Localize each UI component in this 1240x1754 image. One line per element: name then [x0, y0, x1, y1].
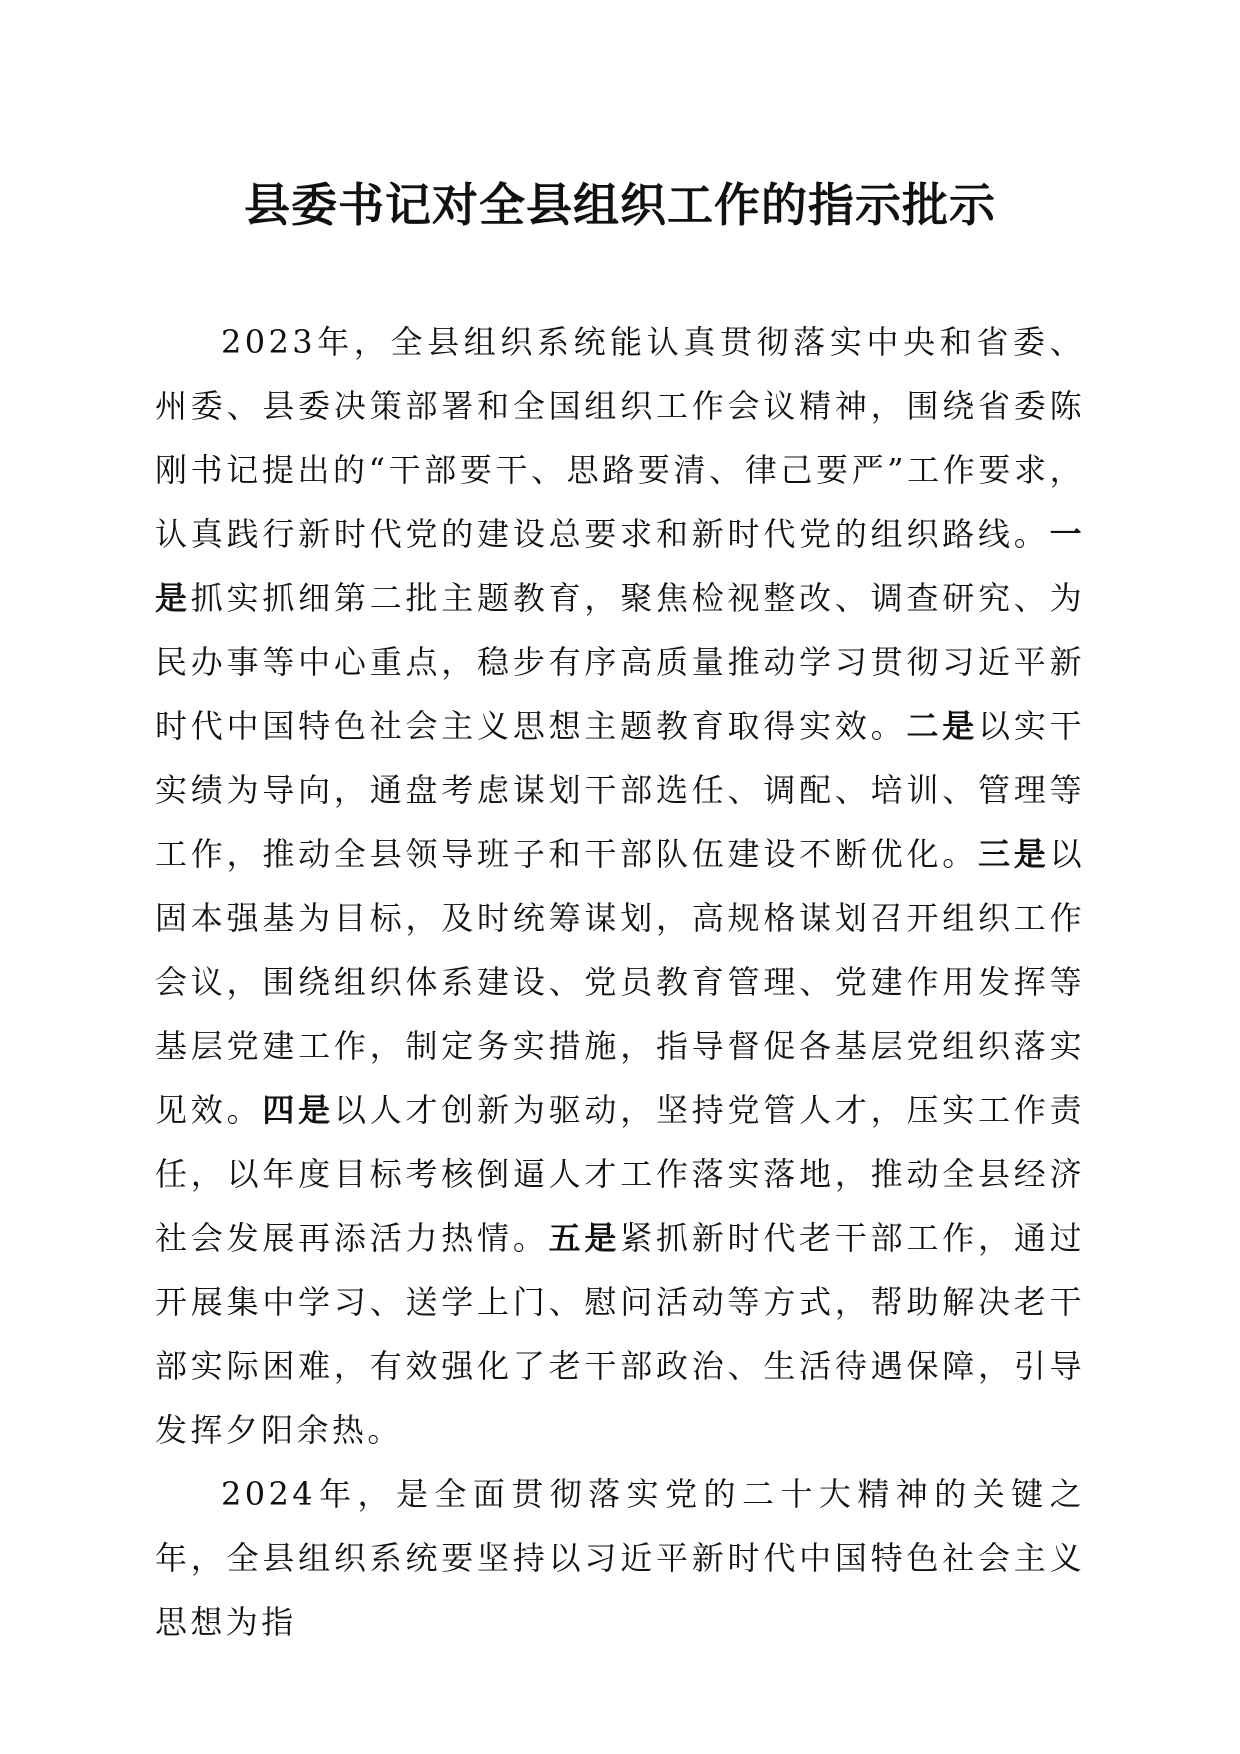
document-title: 县委书记对全县组织工作的指示批示: [244, 178, 996, 232]
paragraph-text: 以人才创新为驱动，坚持党管人才，压实工作责任，以年度目标考核倒逼人才工作落实落地，推动全县经济社会发展再添活力热情。: [155, 1091, 1086, 1257]
paragraph-2023: [155, 310, 1085, 1462]
paragraph-text: 抓实抓细第二批主题教育，聚焦检视整改、调查研究、为民办事等中心重点，稳步有序高质量推动学习贯彻习近平新时代中国特色社会主义思想主题教育取得实效。: [155, 579, 1085, 745]
point-one-label: 一是: [155, 515, 1085, 617]
paragraph-text: 2023年，全县组织系统能认真贯彻落实中央和省委、州委、县委决策部署和全国组织工作会议精神，围绕省委陈刚书记提出的“干部要干、思路要清、律己要严”工作要求，认真践行新时代党的建设总要求和新时代党的组织路线。: [155, 323, 1085, 553]
paragraph-text: 以实干实绩为导向，通盘考虑谋划干部选任、调配、培训、管理等工作，推动全县领导班子和干部队伍建设不断优化。: [155, 707, 1085, 873]
paragraph-text: 以固本强基为目标，及时统筹谋划，高规格谋划召开组织工作会议，围绕组织体系建设、党员教育管理、党建作用发挥等基层党建工作，制定务实措施，指导督促各基层党组织落实见效。: [155, 835, 1085, 1129]
paragraph-text: 2024年，是全面贯彻落实党的二十大精神的关键之年，全县组织系统要坚持以习近平新时代中国特色社会主义思想为指: [155, 1475, 1085, 1641]
paragraph-text: 紧抓新时代老干部工作，通过开展集中学习、送学上门、慰问活动等方式，帮助解决老干部实际困难，有效强化了老干部政治、生活待遇保障，引导发挥夕阳余热。: [155, 1219, 1086, 1449]
document-body: [155, 310, 1085, 1654]
point-three-label: 三是: [978, 835, 1050, 873]
paragraph-2024: [155, 1462, 1085, 1654]
point-four-label: 四是: [262, 1091, 334, 1129]
point-two-label: 二是: [906, 707, 979, 745]
point-five-label: 五是: [548, 1219, 621, 1257]
